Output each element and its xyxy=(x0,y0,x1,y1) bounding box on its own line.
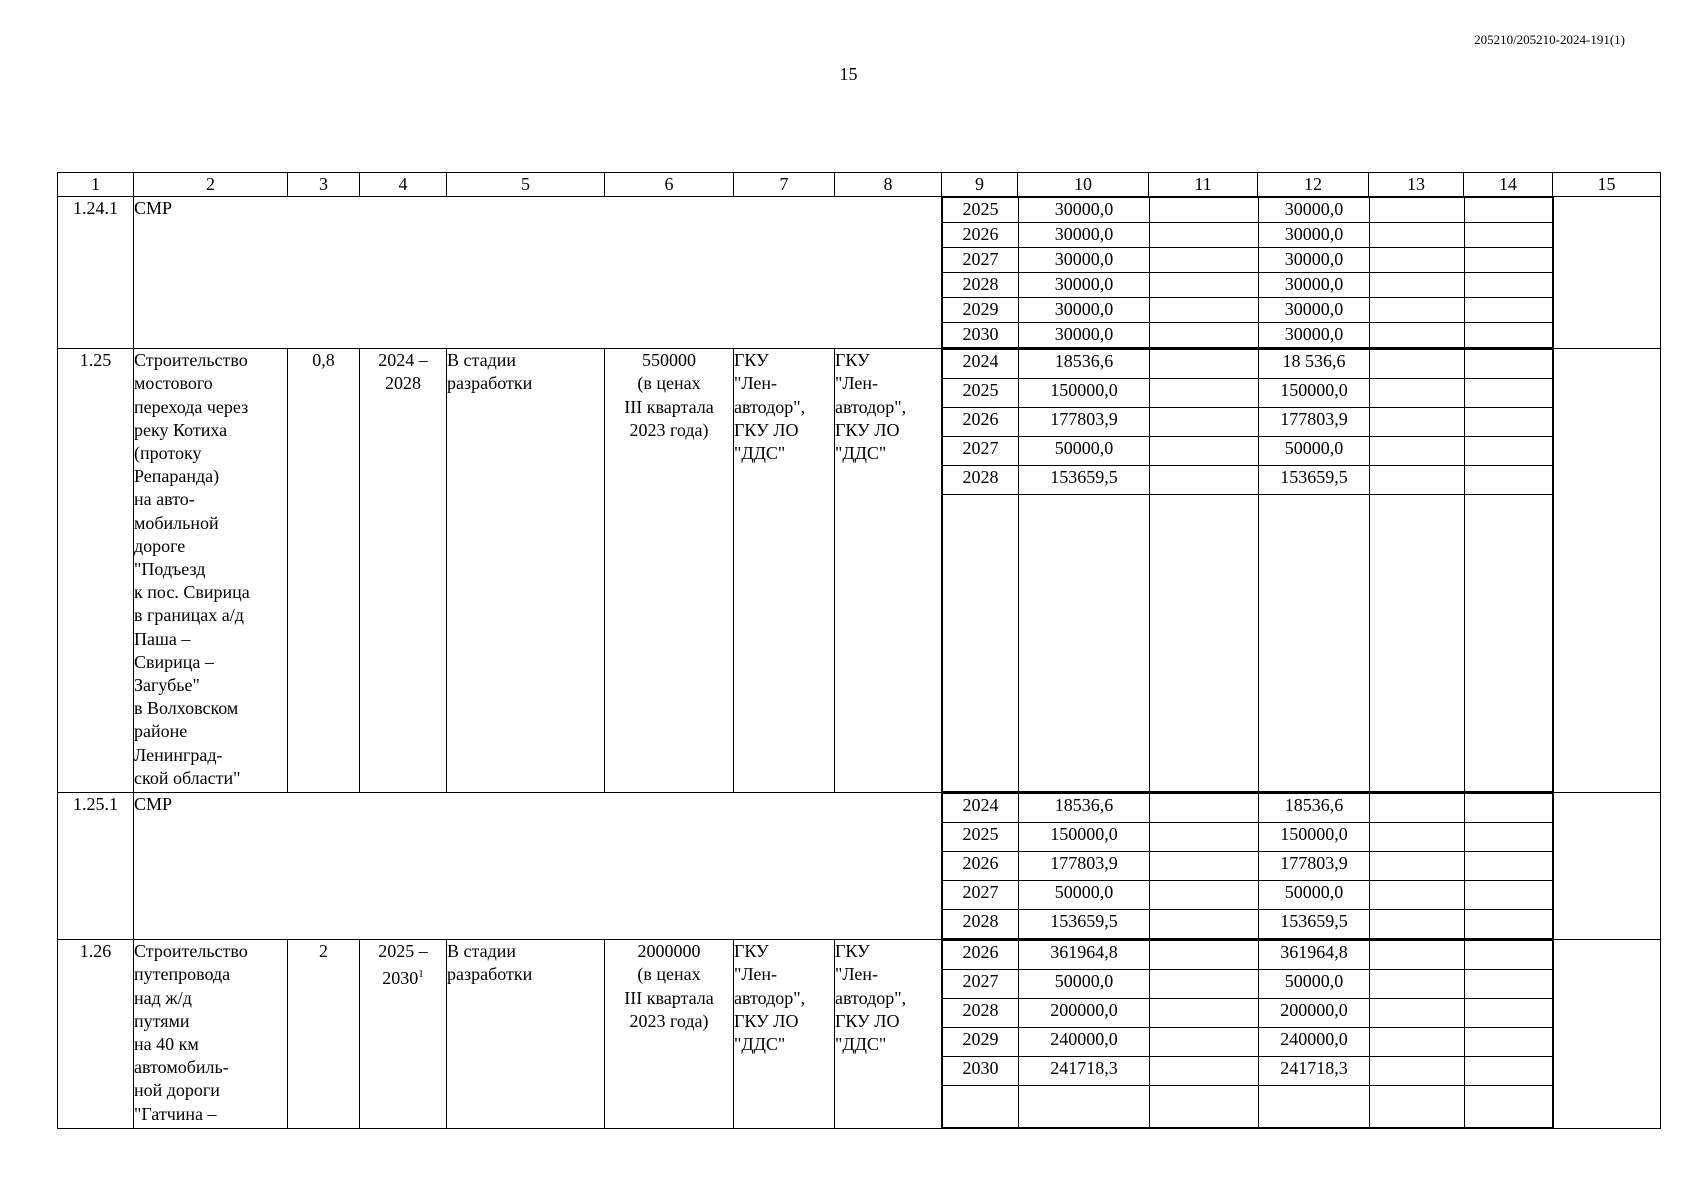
year-row xyxy=(943,223,1554,248)
year-cell: 2024 xyxy=(943,794,1019,823)
year-cell: 2026 xyxy=(943,223,1019,248)
total-cell: 18536,6 xyxy=(1019,350,1150,379)
table-row xyxy=(58,793,1661,940)
col13-cell xyxy=(1370,823,1465,852)
col11-cell xyxy=(1150,198,1259,223)
col-header-14: 14 xyxy=(1464,173,1553,197)
total-cell: 30000,0 xyxy=(1019,248,1150,273)
total-cell: 30000,0 xyxy=(1019,323,1150,348)
col12-cell: 153659,5 xyxy=(1259,466,1370,495)
col11-cell xyxy=(1150,852,1259,881)
filler-cell xyxy=(1465,1086,1554,1128)
year-cell: 2028 xyxy=(943,273,1019,298)
col11-cell xyxy=(1150,881,1259,910)
filler-row xyxy=(943,495,1554,792)
year-cell: 2026 xyxy=(943,941,1019,970)
page-number: 15 xyxy=(839,64,858,84)
design-status: В стадии разработки xyxy=(447,349,605,793)
col12-cell: 177803,9 xyxy=(1259,852,1370,881)
col14-cell xyxy=(1465,350,1554,379)
col14-cell xyxy=(1465,298,1554,323)
total-cell: 240000,0 xyxy=(1019,1028,1150,1057)
col11-cell xyxy=(1150,1028,1259,1057)
col-header-8: 8 xyxy=(835,173,942,197)
col14-cell xyxy=(1465,198,1554,223)
year-row xyxy=(943,999,1554,1028)
total-cell: 200000,0 xyxy=(1019,999,1150,1028)
filler-cell xyxy=(1259,495,1370,792)
object-name: Строительство путепровода над ж/д путями на 40 км автомобиль- ной дороги "Гатчина – xyxy=(134,940,288,1129)
col13-cell xyxy=(1370,1057,1465,1086)
col12-cell: 177803,9 xyxy=(1259,408,1370,437)
table-row xyxy=(58,940,1661,1129)
year-cell: 2027 xyxy=(943,437,1019,466)
total-cell: 153659,5 xyxy=(1019,910,1150,939)
col11-cell xyxy=(1150,466,1259,495)
col12-cell: 150000,0 xyxy=(1259,379,1370,408)
col13-cell xyxy=(1370,437,1465,466)
col15-cell xyxy=(1553,197,1661,349)
year-cell: 2026 xyxy=(943,852,1019,881)
year-cell: 2024 xyxy=(943,350,1019,379)
construction-period-text: 2025 – 2030 xyxy=(378,941,428,989)
col12-cell: 361964,8 xyxy=(1259,941,1370,970)
row-number: 1.25 xyxy=(58,349,134,793)
year-cell: 2029 xyxy=(943,1028,1019,1057)
year-row xyxy=(943,198,1554,223)
col-header-11: 11 xyxy=(1149,173,1258,197)
total-cell: 30000,0 xyxy=(1019,223,1150,248)
year-row xyxy=(943,1057,1554,1086)
col-header-7: 7 xyxy=(734,173,835,197)
customer: ГКУ "Лен- автодор", ГКУ ЛО "ДДС" xyxy=(734,940,835,1129)
year-row xyxy=(943,350,1554,379)
col12-cell: 30000,0 xyxy=(1259,223,1370,248)
col-header-6: 6 xyxy=(605,173,734,197)
col-header-1: 1 xyxy=(58,173,134,197)
year-cell: 2025 xyxy=(943,198,1019,223)
col13-cell xyxy=(1370,379,1465,408)
year-cell: 2028 xyxy=(943,999,1019,1028)
estimated-cost: 550000 (в ценах III квартала 2023 года) xyxy=(605,349,734,793)
year-subtable xyxy=(942,793,1554,939)
year-cell: 2028 xyxy=(943,466,1019,495)
year-breakdown xyxy=(942,349,1553,793)
year-row xyxy=(943,408,1554,437)
row-name: СМР xyxy=(134,197,942,349)
col11-cell xyxy=(1150,298,1259,323)
col13-cell xyxy=(1370,198,1465,223)
col-header-12: 12 xyxy=(1258,173,1369,197)
col11-cell xyxy=(1150,999,1259,1028)
col14-cell xyxy=(1465,1057,1554,1086)
year-row xyxy=(943,881,1554,910)
col14-cell xyxy=(1465,970,1554,999)
col13-cell xyxy=(1370,881,1465,910)
col12-cell: 240000,0 xyxy=(1259,1028,1370,1057)
year-row xyxy=(943,794,1554,823)
year-row xyxy=(943,248,1554,273)
col15-cell xyxy=(1553,940,1661,1129)
col-header-3: 3 xyxy=(288,173,360,197)
object-name: Строительство мостового перехода через реку Котиха (протоку Репаранда) на авто- мобильной дороге "Подъезд к пос. Свирица в границах а/д Паша – Свирица – Загубье" в Волховском районе Ленинград- ской области" xyxy=(134,349,288,793)
col13-cell xyxy=(1370,910,1465,939)
total-cell: 361964,8 xyxy=(1019,941,1150,970)
col14-cell xyxy=(1465,910,1554,939)
col12-cell: 50000,0 xyxy=(1259,881,1370,910)
col11-cell xyxy=(1150,823,1259,852)
total-cell: 150000,0 xyxy=(1019,823,1150,852)
total-cell: 153659,5 xyxy=(1019,466,1150,495)
year-breakdown xyxy=(942,197,1553,349)
col11-cell xyxy=(1150,941,1259,970)
col13-cell xyxy=(1370,408,1465,437)
year-cell: 2027 xyxy=(943,970,1019,999)
col14-cell xyxy=(1465,223,1554,248)
year-cell: 2030 xyxy=(943,323,1019,348)
column-number-row xyxy=(58,173,1661,197)
col14-cell xyxy=(1465,408,1554,437)
col12-cell: 30000,0 xyxy=(1259,198,1370,223)
year-breakdown xyxy=(942,793,1553,940)
col12-cell: 30000,0 xyxy=(1259,298,1370,323)
filler-cell xyxy=(1019,1086,1150,1128)
col11-cell xyxy=(1150,350,1259,379)
col12-cell: 50000,0 xyxy=(1259,970,1370,999)
total-cell: 18536,6 xyxy=(1019,794,1150,823)
filler-cell xyxy=(1259,1086,1370,1128)
total-cell: 177803,9 xyxy=(1019,408,1150,437)
filler-cell xyxy=(1150,495,1259,792)
col14-cell xyxy=(1465,1028,1554,1057)
year-row xyxy=(943,298,1554,323)
year-row xyxy=(943,823,1554,852)
col12-cell: 200000,0 xyxy=(1259,999,1370,1028)
col14-cell xyxy=(1465,379,1554,408)
col13-cell xyxy=(1370,852,1465,881)
col13-cell xyxy=(1370,298,1465,323)
col11-cell xyxy=(1150,273,1259,298)
year-row xyxy=(943,970,1554,999)
col12-cell: 241718,3 xyxy=(1259,1057,1370,1086)
capacity: 0,8 xyxy=(288,349,360,793)
col13-cell xyxy=(1370,941,1465,970)
total-cell: 241718,3 xyxy=(1019,1057,1150,1086)
total-cell: 177803,9 xyxy=(1019,852,1150,881)
construction-period: 2024 – 2028 xyxy=(360,349,447,793)
year-row xyxy=(943,910,1554,939)
col13-cell xyxy=(1370,323,1465,348)
year-subtable xyxy=(942,349,1554,792)
col11-cell xyxy=(1150,223,1259,248)
col12-cell: 50000,0 xyxy=(1259,437,1370,466)
year-row xyxy=(943,437,1554,466)
filler-cell xyxy=(1019,495,1150,792)
year-cell: 2027 xyxy=(943,881,1019,910)
col11-cell xyxy=(1150,379,1259,408)
col14-cell xyxy=(1465,941,1554,970)
col12-cell: 153659,5 xyxy=(1259,910,1370,939)
year-subtable xyxy=(942,940,1554,1128)
year-row xyxy=(943,273,1554,298)
year-row xyxy=(943,466,1554,495)
col13-cell xyxy=(1370,248,1465,273)
col12-cell: 18 536,6 xyxy=(1259,350,1370,379)
developer: ГКУ "Лен- автодор", ГКУ ЛО "ДДС" xyxy=(835,940,942,1129)
col-header-10: 10 xyxy=(1018,173,1149,197)
col-header-15: 15 xyxy=(1553,173,1661,197)
year-cell: 2026 xyxy=(943,408,1019,437)
filler-cell xyxy=(1150,1086,1259,1128)
col11-cell xyxy=(1150,794,1259,823)
col-header-9: 9 xyxy=(942,173,1018,197)
col13-cell xyxy=(1370,466,1465,495)
total-cell: 50000,0 xyxy=(1019,970,1150,999)
filler-cell xyxy=(1370,495,1465,792)
year-row xyxy=(943,323,1554,348)
estimated-cost: 2000000 (в ценах III квартала 2023 года) xyxy=(605,940,734,1129)
table-row xyxy=(58,197,1661,349)
year-cell: 2029 xyxy=(943,298,1019,323)
col14-cell xyxy=(1465,323,1554,348)
col14-cell xyxy=(1465,852,1554,881)
col12-cell: 30000,0 xyxy=(1259,248,1370,273)
document-id: 205210/205210-2024-191(1) xyxy=(1474,32,1625,47)
row-number: 1.26 xyxy=(58,940,134,1129)
col13-cell xyxy=(1370,970,1465,999)
col15-cell xyxy=(1553,793,1661,940)
construction-period xyxy=(360,940,447,1129)
year-cell: 2025 xyxy=(943,823,1019,852)
total-cell: 30000,0 xyxy=(1019,198,1150,223)
col11-cell xyxy=(1150,323,1259,348)
row-name: СМР xyxy=(134,793,942,940)
col11-cell xyxy=(1150,248,1259,273)
col14-cell xyxy=(1465,248,1554,273)
col12-cell: 30000,0 xyxy=(1259,273,1370,298)
year-cell: 2027 xyxy=(943,248,1019,273)
col-header-2: 2 xyxy=(134,173,288,197)
total-cell: 150000,0 xyxy=(1019,379,1150,408)
year-row xyxy=(943,852,1554,881)
col14-cell xyxy=(1465,881,1554,910)
year-breakdown xyxy=(942,940,1553,1129)
col13-cell xyxy=(1370,350,1465,379)
year-row xyxy=(943,941,1554,970)
total-cell: 50000,0 xyxy=(1019,437,1150,466)
filler-cell xyxy=(1465,495,1554,792)
col11-cell xyxy=(1150,437,1259,466)
col14-cell xyxy=(1465,466,1554,495)
col-header-5: 5 xyxy=(447,173,605,197)
year-row xyxy=(943,1028,1554,1057)
total-cell: 50000,0 xyxy=(1019,881,1150,910)
col11-cell xyxy=(1150,910,1259,939)
col12-cell: 150000,0 xyxy=(1259,823,1370,852)
developer: ГКУ "Лен- автодор", ГКУ ЛО "ДДС" xyxy=(835,349,942,793)
col14-cell xyxy=(1465,999,1554,1028)
col14-cell xyxy=(1465,437,1554,466)
year-subtable xyxy=(942,197,1554,348)
filler-cell xyxy=(943,495,1019,792)
customer: ГКУ "Лен- автодор", ГКУ ЛО "ДДС" xyxy=(734,349,835,793)
col14-cell xyxy=(1465,823,1554,852)
col12-cell: 30000,0 xyxy=(1259,323,1370,348)
filler-cell xyxy=(943,1086,1019,1128)
col14-cell xyxy=(1465,273,1554,298)
col11-cell xyxy=(1150,408,1259,437)
col13-cell xyxy=(1370,223,1465,248)
col13-cell xyxy=(1370,273,1465,298)
filler-row xyxy=(943,1086,1554,1128)
year-cell: 2030 xyxy=(943,1057,1019,1086)
col15-cell xyxy=(1553,349,1661,793)
program-table xyxy=(57,172,1661,1129)
total-cell: 30000,0 xyxy=(1019,273,1150,298)
year-cell: 2025 xyxy=(943,379,1019,408)
col11-cell xyxy=(1150,970,1259,999)
row-number: 1.24.1 xyxy=(58,197,134,349)
year-cell: 2028 xyxy=(943,910,1019,939)
table-row xyxy=(58,349,1661,793)
col13-cell xyxy=(1370,999,1465,1028)
col13-cell xyxy=(1370,794,1465,823)
col14-cell xyxy=(1465,794,1554,823)
col-header-4: 4 xyxy=(360,173,447,197)
col-header-13: 13 xyxy=(1369,173,1464,197)
row-number: 1.25.1 xyxy=(58,793,134,940)
design-status: В стадии разработки xyxy=(447,940,605,1129)
col11-cell xyxy=(1150,1057,1259,1086)
col13-cell xyxy=(1370,1028,1465,1057)
footnote-mark: 1 xyxy=(418,968,424,981)
capacity: 2 xyxy=(288,940,360,1129)
total-cell: 30000,0 xyxy=(1019,298,1150,323)
filler-cell xyxy=(1370,1086,1465,1128)
year-row xyxy=(943,379,1554,408)
col12-cell: 18536,6 xyxy=(1259,794,1370,823)
